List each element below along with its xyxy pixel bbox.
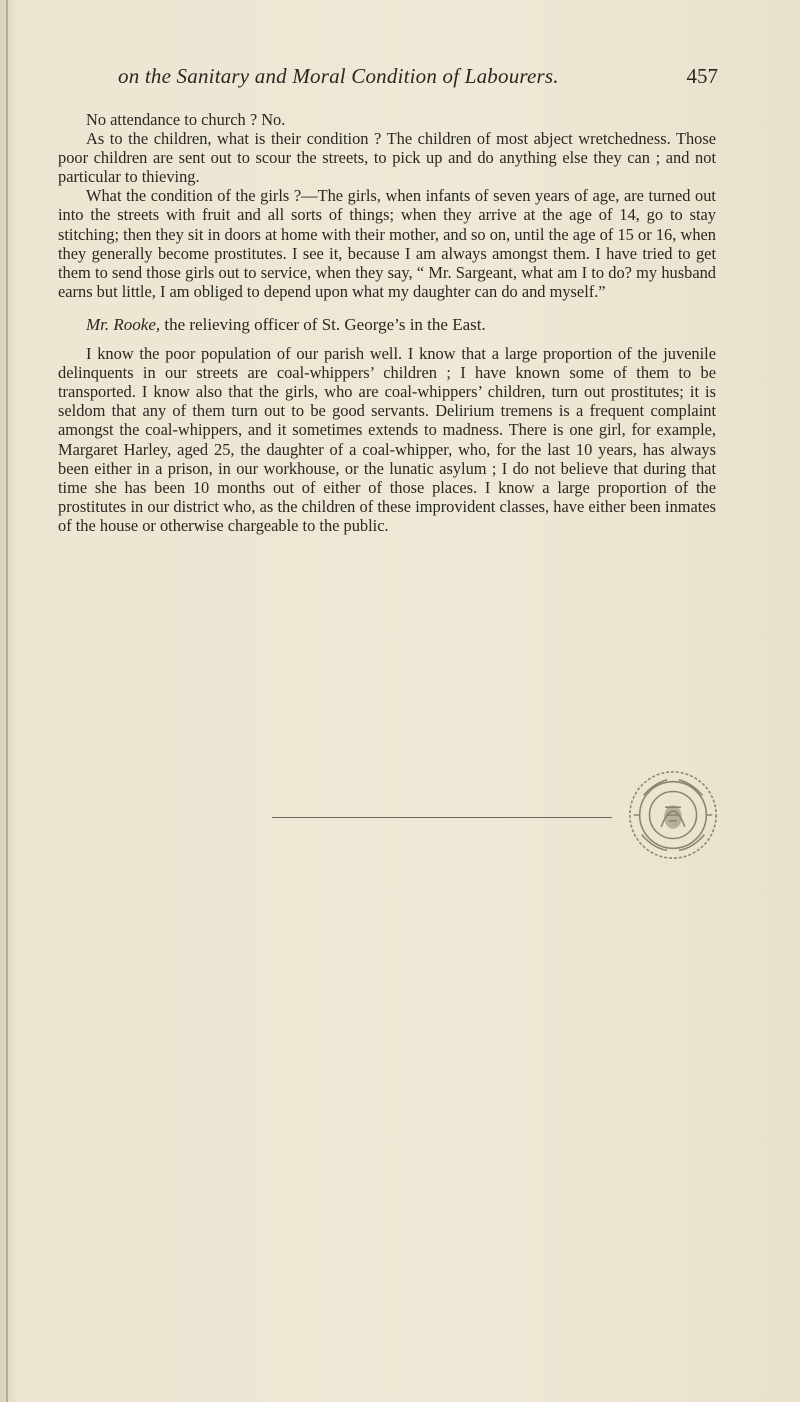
paragraph-4: I know the poor population of our parish well. I know that a large proportion of the juvenile delinquents in our streets are coal-whippers’ children ; I have known some of them to be transported. I know also that the girls, who are coal-whippers’ children, turn out prostitutes; it is seldom that any of them turn out to be good servants. Delirium tremens is a frequent complaint amongst the coal-whippers, and it sometimes extends to madness. There is one girl, for example, Margaret Harley, aged 25, the daughter of a coal-whipper, who, for the last 10 years, has always been either in a prison, in our workhouse, or the lunatic asylum ; I do not believe that during that time she has been 10 months out of either of those places. I know a large proportion of the prostitutes in our district who, as the children of these improvident classes, have either been inmates of the house or otherwise chargeable to the public. [58, 344, 716, 535]
paragraph-1: No attendance to church ? No. [86, 110, 286, 129]
section-heading [58, 315, 716, 334]
page-number: 457 [686, 64, 718, 88]
running-title: on the Sanitary and Moral Condition of Labourers. [118, 64, 559, 88]
paragraph-3: What the condition of the girls ?—The girls, when infants of seven years of age, are turned out into the streets with fruit and all sorts of things; when they arrive at the age of 14, go to stay stitching; then they sit in doors at home with their mother, and so on, until the age of 15 or 16, when they generally become prostitutes. I see it, because I am always amongst them. I have tried to get them to send those girls out to service, when they say, “ Mr. Sargeant, what am I to do? my husband earns but little, I am obliged to depend upon what my daughter can do and myself.” [58, 186, 716, 301]
paragraph-2: As to the children, what is their condition ? The children of most abject wretchedness. Those poor children are sent out to scour the streets, to pick up and do anything else they can ; and not particular to thieving. [58, 129, 716, 187]
witness-description: the relieving officer of St. George’s in the East. [160, 314, 486, 334]
witness-name: Mr. Rooke, [86, 314, 161, 334]
closing-rule [272, 817, 612, 818]
page-gutter-edge [6, 0, 8, 1402]
body-text [58, 110, 716, 535]
library-seal-icon [624, 766, 722, 864]
page-header [118, 64, 718, 98]
